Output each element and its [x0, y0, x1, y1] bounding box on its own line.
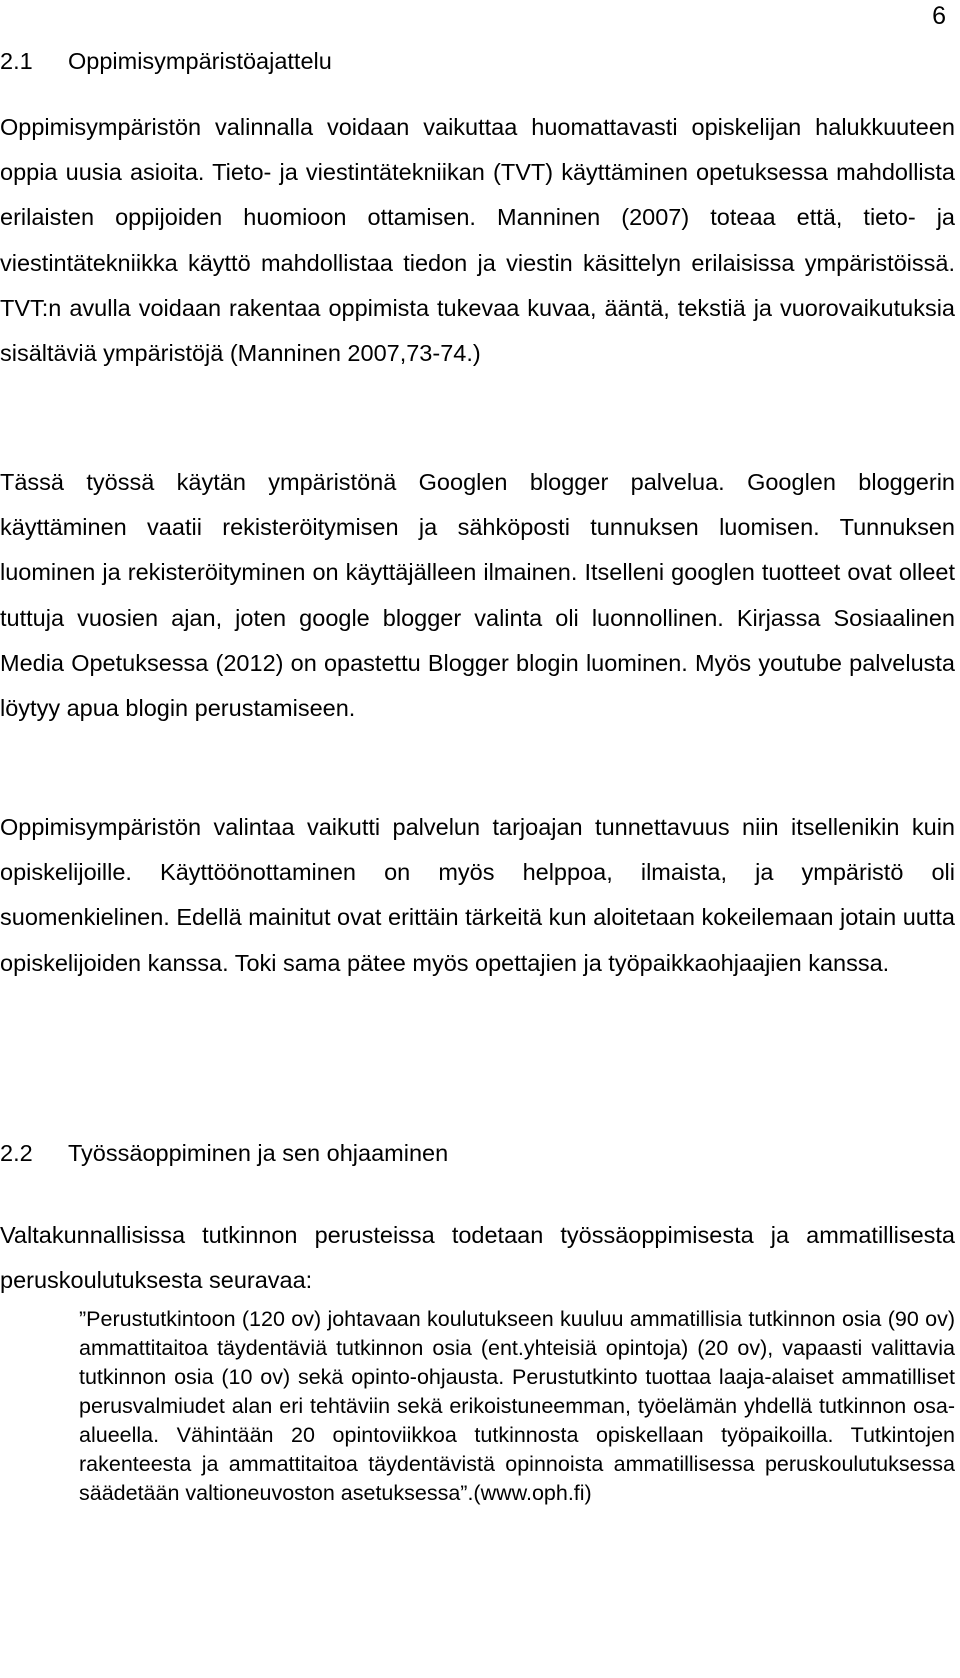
section-title: Oppimisympäristöajattelu: [68, 48, 332, 74]
paragraph-oppimisymparisto: Oppimisympäristön valinnalla voidaan vaikuttaa huomattavasti opiskelijan halukkuuteen oppia uusia asioita. Tieto- ja viestintätekniikan (TVT) käyttäminen opetuksessa mahdollista erilaisten oppijoiden huomioon ottamisen. Manninen (2007) toteaa että, tieto- ja viestintätekniikka käyttö mahdollistaa tiedon ja viestin käsittelyn erilaisissa ympäristöissä. TVT:n avulla voidaan rakentaa oppimista tukevaa kuvaa, ääntä, tekstiä ja vuorovaikutuksia sisältäviä ympäristöjä (Manninen 2007,73-74.): [0, 114, 955, 367]
section-heading-2-1: [0, 45, 332, 77]
page-number: 6: [932, 2, 946, 30]
section-number: 2.1: [0, 48, 33, 74]
block-quote: ”Perustutkintoon (120 ov) johtavaan koulutukseen kuuluu ammatillisia tutkinnon osia (90 ov) ammattitaitoa täydentäviä tutkinnon osia (ent.yhteisiä opintoja) (20 ov), vapaasti valittavia tutkinnon osia (10 ov) sekä opinto-ohjausta. Perustutkinto tuottaa laaja-alaiset ammatilliset perusvalmiudet alan eri tehtäviin sekä erikoistuneemman, työelämän yhdellä tutkinnon osa-alueella. Vähintään 20 opintoviikkoa tutkinnosta opiskellaan työpaikoilla. Tutkintojen rakenteesta ja ammattitaitoa täydentävistä opinnoista ammatillisessa peruskoulutuksessa säädetään valtioneuvoston asetuksessa”.(www.oph.fi): [79, 1307, 955, 1505]
paragraph-intro: Valtakunnallisissa tutkinnon perusteissa todetaan työssäoppimisesta ja ammatillisesta peruskoulutuksesta seuravaa:: [0, 1222, 955, 1294]
paragraph-blogger: Tässä työssä käytän ympäristönä Googlen blogger palvelua. Googlen bloggerin käyttäminen vaatii rekisteröitymisen ja sähköposti tunnuksen luomisen. Tunnuksen luominen ja rekisteröityminen on käyttäjälleen ilmainen. Itselleni googlen tuotteet ovat olleet tuttuja vuosien ajan, joten google blogger valinta oli luonnollinen. Kirjassa Sosiaalinen Media Opetuksessa (2012) on opastettu Blogger blogin luominen. Myös youtube palvelusta löytyy apua blogin perustamiseen.: [0, 469, 955, 722]
section-title: Työssäoppiminen ja sen ohjaaminen: [68, 1140, 449, 1166]
section-number: 2.2: [0, 1140, 33, 1166]
paragraph-valinta: Oppimisympäristön valintaa vaikutti palvelun tarjoajan tunnettavuus niin itsellenikin kuin opiskelijoille. Käyttöönottaminen on myös helppoa, ilmaista, ja ympäristö oli suomenkielinen. Edellä mainitut ovat erittäin tärkeitä kun aloitetaan kokeilemaan jotain uutta opiskelijoiden kanssa. Toki sama pätee myös opettajien ja työpaikkaohjaajien kanssa.: [0, 814, 955, 976]
section-heading-2-2: [0, 1137, 448, 1169]
